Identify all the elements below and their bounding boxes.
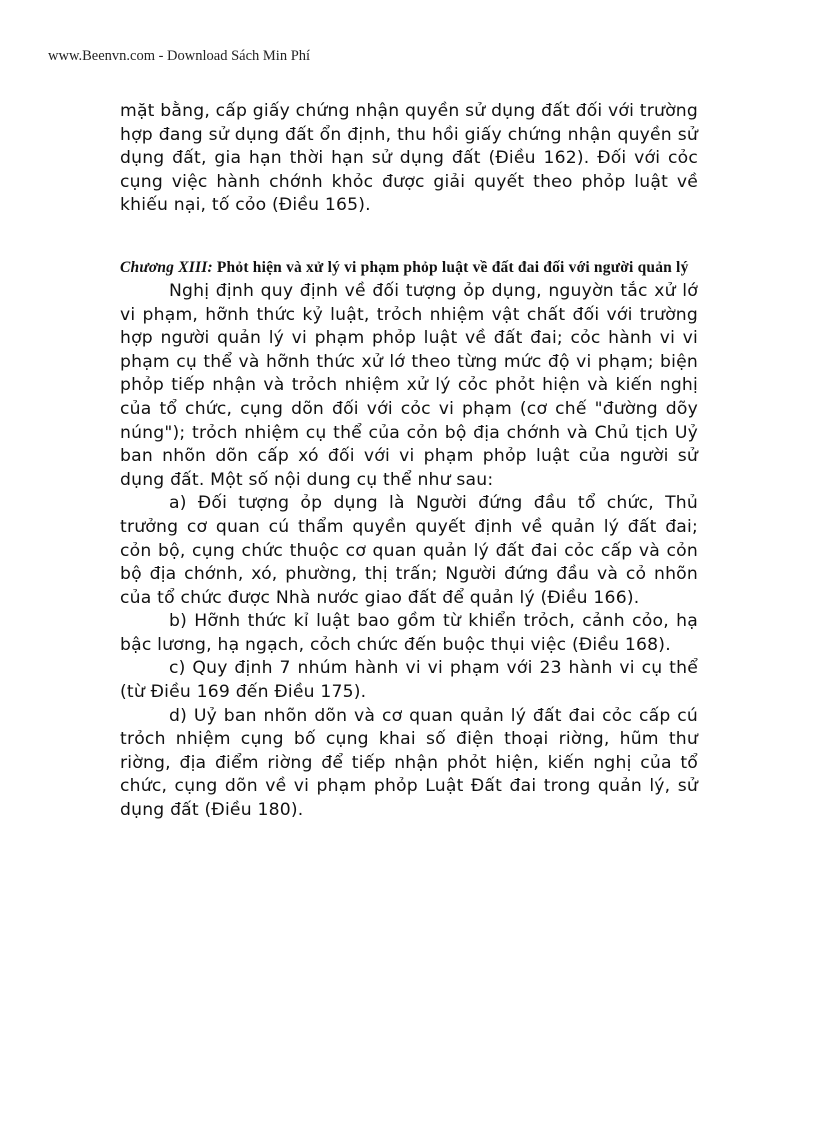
section-spacer <box>120 218 698 256</box>
item-c-paragraph: c) Quy định 7 nhúm hành vi vi phạm với 23 hành vi cụ thể (từ Điều 169 đến Điều 175). <box>120 658 698 703</box>
item-d-paragraph: d) Uỷ ban nhõn dõn và cơ quan quản lý đất đai cỏc cấp cú trỏch nhiệm cụng bố cụng khai số điện thoại riờng, hũm thư riờng, địa điểm riờng để tiếp nhận phỏt hiện, kiến nghị của tổ chức, cụng dõn về vi phạm phỏp Luật Đất đai trong quản lý, sử dụng đất (Điều 180). <box>120 705 698 821</box>
body-paragraph: Nghị định quy định về đối tượng ỏp dụng, nguyờn tắc xử lớ vi phạm, hỡnh thức kỷ luật, trỏch nhiệm vật chất đối với trường hợp người quản lý vi phạm phỏp luật về đất đai; cỏc hành vi vi phạm cụ thể và hỡnh thức xử lớ theo từng mức độ vi phạm; biện phỏp tiếp nhận và trỏch nhiệm xử lý cỏc phỏt hiện và kiến nghị của tổ chức, cụng dõn đối với cỏc vi phạm (cơ chế "đường dõy núng"); trỏch nhiệm cụ thể của cỏn bộ địa chớnh và Chủ tịch Uỷ ban nhõn dõn cấp xó đối với vi phạm phỏp luật của người sử dụng đất. Một số nội dung cụ thể như sau: <box>120 280 698 490</box>
chapter-title: Phỏt hiện và xử lý vi phạm phỏp luật về đất đai đối với người quản lý <box>216 258 689 276</box>
item-a-paragraph: a) Đối tượng ỏp dụng là Người đứng đầu tổ chức, Thủ trưởng cơ quan cú thẩm quyền quyết định về quản lý đất đai; cỏn bộ, cụng chức thuộc cơ quan quản lý đất đai cỏc cấp và cỏn bộ địa chớnh, xó, phường, thị trấn; Người đứng đầu và cỏ nhõn của tổ chức được Nhà nước giao đất để quản lý (Điều 166). <box>120 493 698 608</box>
intro-paragraph: mặt bằng, cấp giấy chứng nhận quyền sử dụng đất đối với trường hợp đang sử dụng đất ổn định, thu hồi giấy chứng nhận quyền sử dụng đất, gia hạn thời hạn sử dụng đất (Điều 162). Đối với cỏc cụng việc hành chớnh khỏc được giải quyết theo phỏp luật về khiếu nại, tố cỏo (Điều 165). <box>120 101 698 216</box>
chapter-label: Chương XIII: <box>120 258 213 276</box>
chapter-heading <box>120 256 698 280</box>
page-header: www.Beenvn.com - Download Sách Min Phí <box>48 48 311 64</box>
item-b-paragraph: b) Hỡnh thức kỉ luật bao gồm từ khiển trỏch, cảnh cỏo, hạ bậc lương, hạ ngạch, cỏch chức đến buộc thụi việc (Điều 168). <box>120 611 698 655</box>
page-content <box>120 100 698 823</box>
